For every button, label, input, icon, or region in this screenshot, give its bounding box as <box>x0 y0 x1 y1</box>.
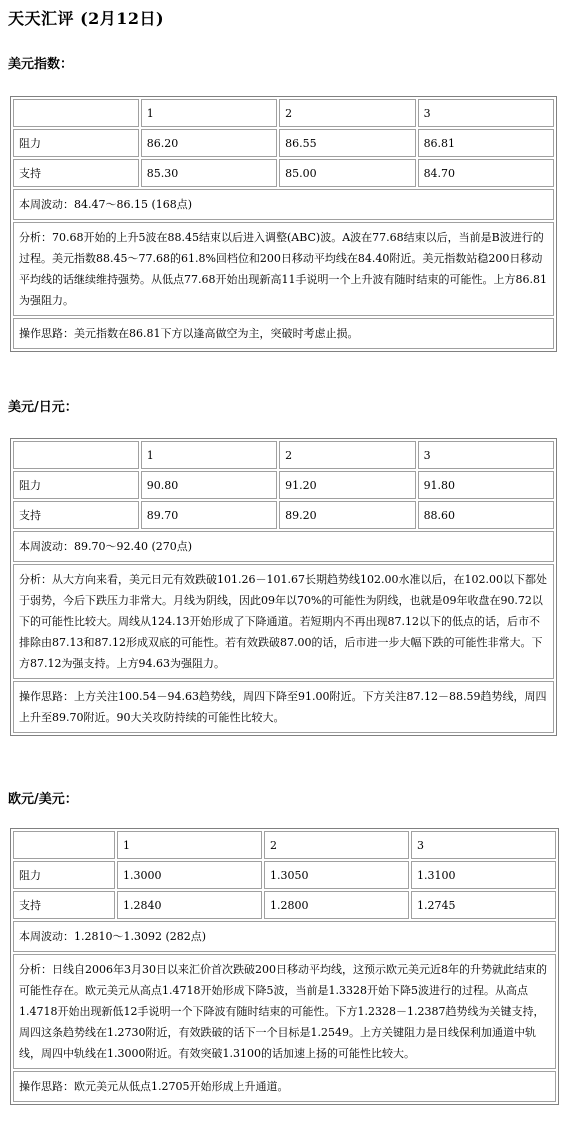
value-cell: 86.20 <box>141 129 277 157</box>
section-heading-usd-index: 美元指数： <box>8 57 74 72</box>
table-header-row <box>13 831 556 859</box>
value-cell: 89.20 <box>279 501 415 529</box>
header-cell: 2 <box>264 831 409 859</box>
table-usd-index <box>10 96 557 352</box>
value-cell: 1.2745 <box>411 891 556 919</box>
value-cell: 91.20 <box>279 471 415 499</box>
support-row <box>13 501 554 529</box>
row-label: 阻力 <box>13 129 139 157</box>
value-cell: 86.81 <box>418 129 554 157</box>
row-label: 支持 <box>13 159 139 187</box>
table-header-row <box>13 99 554 127</box>
resistance-row <box>13 471 554 499</box>
header-cell: 2 <box>279 99 415 127</box>
row-label: 支持 <box>13 501 139 529</box>
header-cell: 3 <box>418 99 554 127</box>
value-cell: 85.00 <box>279 159 415 187</box>
levels-table <box>11 829 558 921</box>
section-heading-usd-jpy: 美元/日元： <box>8 400 78 415</box>
weekly-range: 本周波动：84.47～86.15 (168点) <box>13 189 554 220</box>
table-usd-jpy <box>10 438 557 736</box>
table-eur-usd <box>10 828 559 1105</box>
weekly-range: 本周波动：89.70～92.40 (270点) <box>13 531 554 562</box>
value-cell: 90.80 <box>141 471 277 499</box>
levels-table <box>11 97 556 189</box>
value-cell: 86.55 <box>279 129 415 157</box>
weekly-range: 本周波动：1.2810～1.3092 (282点) <box>13 921 556 952</box>
section-heading-eur-usd: 欧元/美元： <box>8 792 78 807</box>
value-cell: 84.70 <box>418 159 554 187</box>
header-cell: 2 <box>279 441 415 469</box>
strategy-text: 操作思路：上方关注100.54－94.63趋势线，周四下降至91.00附近。下方关注87.12－88.59趋势线，周四上升至89.70附近。90大关攻防持续的可能性比较大。 <box>13 681 554 733</box>
support-row <box>13 891 556 919</box>
header-cell <box>13 99 139 127</box>
analysis-text: 分析：70.68开始的上升5波在88.45结束以后进入调整(ABC)波。A波在77.68结束以后，当前是B波进行的过程。美元指数88.45～77.68的61.8%回档位和200日移动平均线在84.40附近。美元指数站稳200日移动平均线的话继续维持强势。从低点77.68开始出现新高11手说明一个上升波有随时结束的可能性。上方86.81为强阻力。 <box>13 222 554 316</box>
row-label: 阻力 <box>13 471 139 499</box>
value-cell: 89.70 <box>141 501 277 529</box>
header-cell: 3 <box>418 441 554 469</box>
value-cell: 1.2800 <box>264 891 409 919</box>
row-label: 阻力 <box>13 861 115 889</box>
header-cell: 1 <box>141 99 277 127</box>
header-cell: 3 <box>411 831 556 859</box>
support-row <box>13 159 554 187</box>
resistance-row <box>13 129 554 157</box>
header-cell <box>13 441 139 469</box>
levels-table <box>11 439 556 531</box>
resistance-row <box>13 861 556 889</box>
analysis-text: 分析：从大方向来看，美元日元有效跌破101.26－101.67长期趋势线102.00水准以后，在102.00以下都处于弱势，今后下跌压力非常大。月线为阴线，因此09年以70%的可能性为阴线，也就是09年收盘在90.72以下的可能性比较大。周线从124.13开始形成了下降通道。若短期内不再出现87.12以下的低点的话，后市不排除由87.13和87.12形成双底的可能性。若有效跌破87.00的话，后市进一步大幅下跌的可能性非常大。下方87.12为强支持。上方94.63为强阻力。 <box>13 564 554 679</box>
value-cell: 1.3100 <box>411 861 556 889</box>
header-cell: 1 <box>141 441 277 469</box>
page-title: 天天汇评 (2月12日) <box>8 9 165 28</box>
value-cell: 91.80 <box>418 471 554 499</box>
table-header-row <box>13 441 554 469</box>
value-cell: 1.3000 <box>117 861 262 889</box>
row-label: 支持 <box>13 891 115 919</box>
value-cell: 88.60 <box>418 501 554 529</box>
value-cell: 1.3050 <box>264 861 409 889</box>
analysis-text: 分析：日线自2006年3月30日以来汇价首次跌破200日移动平均线，这预示欧元美元近8年的升势就此结束的可能性存在。欧元美元从高点1.4718开始形成下降5波，当前是1.3328开始下降5波进行的过程。从高点1.4718开始出现新低12手说明一个下降波有随时结束的可能性。下方1.2328－1.2387趋势线为关键支持，周四这条趋势线在1.2730附近，有效跌破的话下一个目标是1.2549。上方关键阻力是日线保利加通道中轨线，周四中轨线在1.3000附近。有效突破1.3100的话加速上扬的可能性比较大。 <box>13 954 556 1069</box>
header-cell: 1 <box>117 831 262 859</box>
value-cell: 85.30 <box>141 159 277 187</box>
strategy-text: 操作思路：欧元美元从低点1.2705开始形成上升通道。 <box>13 1071 556 1102</box>
strategy-text: 操作思路：美元指数在86.81下方以逢高做空为主，突破时考虑止损。 <box>13 318 554 349</box>
value-cell: 1.2840 <box>117 891 262 919</box>
header-cell <box>13 831 115 859</box>
